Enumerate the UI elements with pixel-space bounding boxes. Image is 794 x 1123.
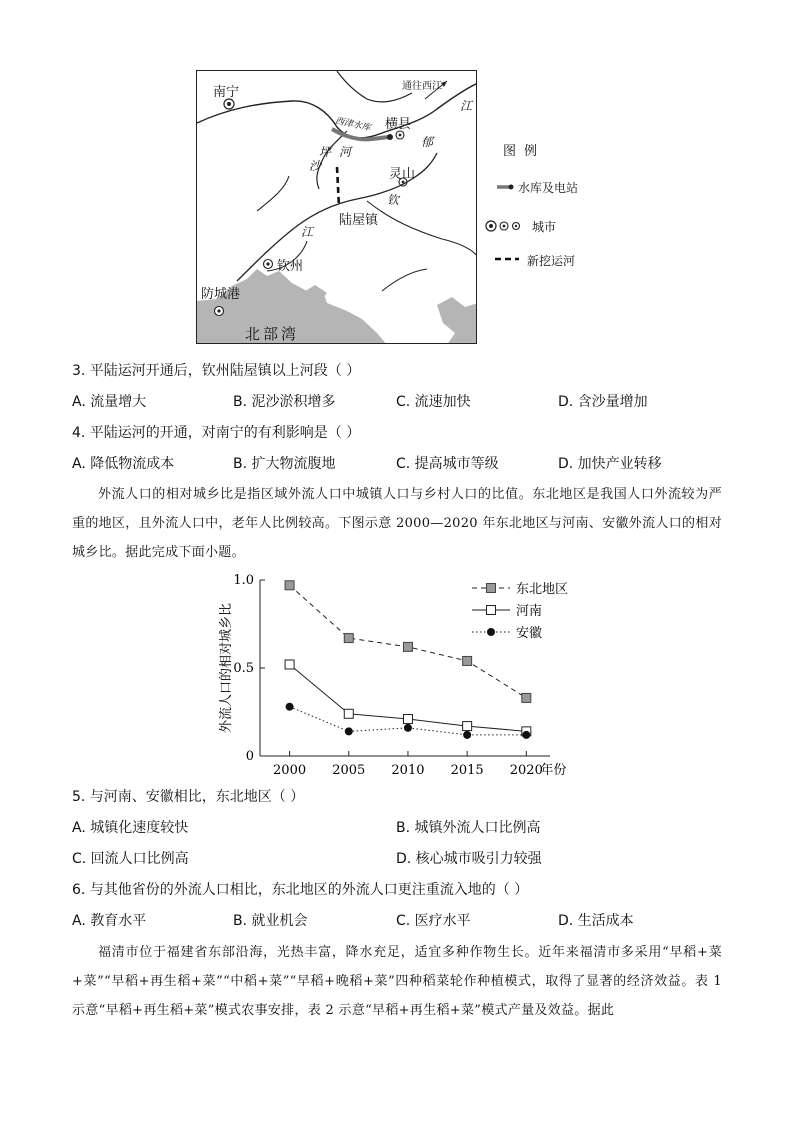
data-point [522, 731, 530, 739]
legend-label: 东北地区 [516, 582, 569, 597]
label-qinzhou: 钦州 [277, 259, 304, 274]
river-jiang1: 江 [460, 99, 473, 113]
question-6: 6. 与其他省份的外流人口相比，东北地区的外流人口更注重流入地的（ ） [72, 882, 529, 898]
q3-option-c[interactable]: C. 流速加快 [396, 394, 471, 410]
q6-option-c[interactable]: C. 医疗水平 [396, 913, 471, 929]
q5-option-c[interactable]: C. 回流人口比例高 [72, 851, 189, 867]
legend-marker [487, 628, 495, 636]
q5-option-d[interactable]: D. 核心城市吸引力较强 [396, 851, 542, 867]
data-point [404, 724, 412, 732]
river-jiang2: 江 [301, 225, 314, 239]
data-point [344, 709, 353, 718]
river-qin: 钦 [387, 193, 400, 207]
legend-reservoir: 水库及电站 [518, 181, 579, 195]
passage-2: 福清市位于福建省东部沿海，光热丰富，降水充足，适宜多种作物生长。近年来福清市多采用“早稻+菜+菜”“早稻+再生稻+菜”“中稻+菜”“早稻+晚稻+菜”四种稻菜轮作种植模式，取得了显著的经济效益。表 1 示意“早稻+再生稻+菜”模式农事安排，表 2 示意“早稻+再生稻+菜”模式产量及效益。据此 [72, 945, 722, 1018]
question-4: 4. 平陆运河的开通，对南宁的有利影响是（ ） [72, 425, 361, 441]
legend-marker [487, 606, 496, 615]
yu-river-bank [337, 71, 412, 102]
line-chart [210, 570, 590, 780]
label-luwu: 陆屋镇 [339, 213, 379, 228]
label-reservoir: 西津水库 [334, 116, 372, 134]
data-point [345, 727, 353, 735]
tributary-3 [367, 201, 477, 257]
q4-option-c[interactable]: C. 提高城市等级 [396, 456, 499, 472]
tributary-4 [382, 269, 427, 291]
label-hengxian: 横县 [385, 117, 412, 132]
river-ping: 坪 [319, 145, 332, 159]
legend-label: 河南 [516, 604, 543, 619]
q4-option-d[interactable]: D. 加快产业转移 [558, 456, 662, 472]
river-sha: 沙 [309, 159, 322, 173]
reservoir-legend-icon [496, 182, 516, 192]
legend-canal: 新挖运河 [527, 254, 576, 268]
city-fangcheng-marker [215, 307, 224, 316]
chart-svg [210, 570, 590, 780]
y-tick-label: 0.5 [233, 661, 254, 676]
q3-option-b[interactable]: B. 泥沙淤积增多 [233, 394, 336, 410]
q5-option-a[interactable]: A. 城镇化速度较快 [72, 820, 189, 836]
data-point [285, 660, 294, 669]
legend-label: 安徽 [516, 626, 543, 641]
label-lingshan: 灵山 [389, 167, 416, 182]
question-3: 3. 平陆运河开通后，钦州陆屋镇以上河段（ ） [72, 363, 361, 379]
map-figure [196, 70, 477, 344]
data-point [463, 722, 472, 731]
city-hengxian-marker [396, 131, 404, 139]
canal-legend-icon [494, 255, 520, 263]
x-tick-label: 2010 [391, 763, 425, 778]
tributary-1 [257, 176, 289, 211]
y-tick-label: 0 [245, 749, 254, 764]
city-qinzhou-marker [264, 260, 273, 269]
data-point [286, 703, 294, 711]
x-tick-label: 2000 [273, 763, 307, 778]
data-point [403, 642, 412, 651]
q5-option-b[interactable]: B. 城镇外流人口比例高 [396, 820, 541, 836]
q3-option-a[interactable]: A. 流量增大 [72, 394, 147, 410]
river-yu: 郁 [421, 135, 434, 149]
question-5: 5. 与河南、安徽相比，东北地区（ ） [72, 789, 305, 805]
q4-option-a[interactable]: A. 降低物流成本 [72, 456, 175, 472]
label-xijiang: 通往西江 [402, 81, 442, 92]
legend-marker [487, 584, 496, 593]
shaping-river [317, 131, 347, 189]
q6-option-a[interactable]: A. 教育水平 [72, 913, 147, 929]
city-nanning-marker [224, 99, 234, 109]
y-tick-label: 1.0 [233, 573, 254, 588]
legend-city: 城市 [532, 220, 557, 234]
new-canal [337, 167, 339, 207]
river-he: 河 [339, 145, 352, 159]
y-axis-label: 外流人口的相对城乡比 [219, 602, 234, 734]
x-tick-label: 2020 [509, 763, 543, 778]
q3-option-d[interactable]: D. 含沙量增加 [558, 394, 648, 410]
city-legend-icon [484, 219, 526, 233]
x-tick-label: 2005 [332, 763, 366, 778]
q6-option-b[interactable]: B. 就业机会 [233, 913, 308, 929]
series-line [290, 585, 527, 698]
x-axis-label: 年份 [540, 763, 567, 778]
passage-1: 外流人口的相对城乡比是指区域外流人口中城镇人口与乡村人口的比值。东北地区是我国人口外流较为严重的地区，且外流人口中，老年人比例较高。下图示意 2000—2020 年东北地区与河南、安徽外流人口的相对城乡比。据此完成下面小题。 [72, 487, 722, 560]
data-point [403, 715, 412, 724]
x-tick-label: 2015 [450, 763, 484, 778]
data-point [463, 656, 472, 665]
map-drawing [197, 71, 477, 344]
sea-area-right [437, 297, 477, 344]
label-fangcheng: 防城港 [201, 287, 241, 302]
data-point [463, 731, 471, 739]
label-nanning: 南宁 [213, 85, 240, 100]
data-point [522, 693, 531, 702]
dam-marker [387, 134, 393, 140]
legend-title: 图例 [503, 144, 546, 159]
data-point [285, 581, 294, 590]
q4-option-b[interactable]: B. 扩大物流腹地 [233, 456, 336, 472]
label-beibuwan: 北部湾 [245, 325, 300, 343]
q6-option-d[interactable]: D. 生活成本 [558, 913, 634, 929]
data-point [344, 634, 353, 643]
